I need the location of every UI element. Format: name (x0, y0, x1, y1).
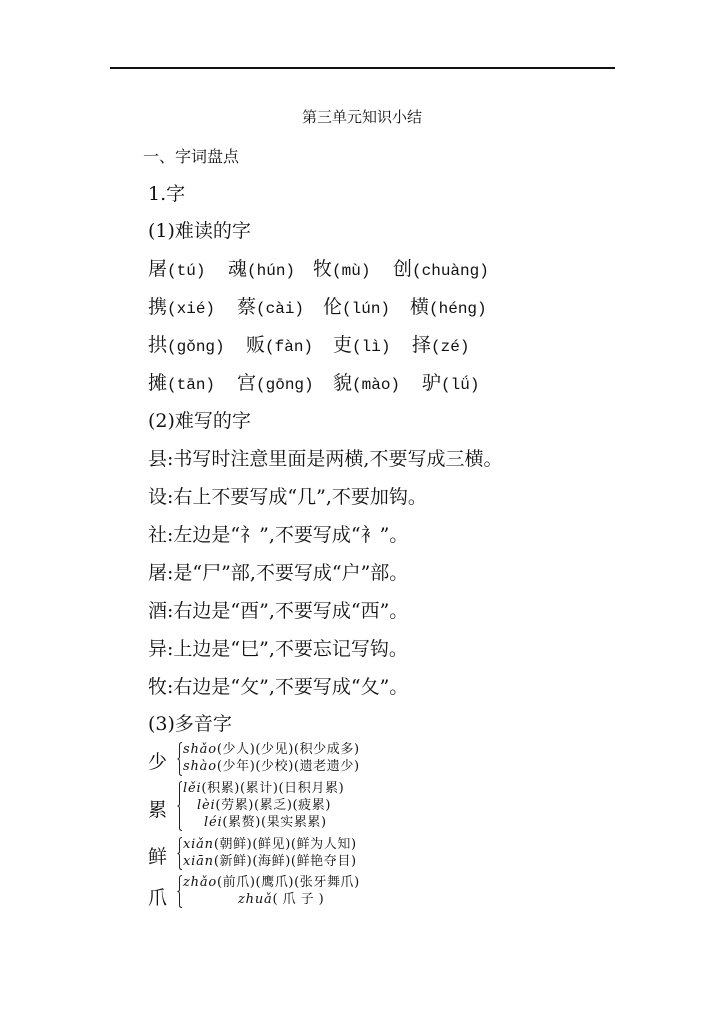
reading-line (183, 875, 360, 891)
hard-to-write-item (148, 523, 408, 547)
pinyin: (mù) (332, 262, 371, 280)
char: 摊 (148, 372, 168, 394)
char-item (393, 257, 489, 283)
reading-words: (累赘)(果实累累) (222, 815, 327, 830)
char: 社 (148, 524, 168, 546)
char-item (313, 257, 370, 283)
char: 横 (410, 296, 430, 318)
pinyin: (cài) (256, 300, 305, 318)
char-item (148, 295, 215, 321)
char: 设 (148, 486, 168, 508)
char: 择 (412, 334, 432, 356)
reading-pinyin: shào (183, 759, 217, 774)
char: 伦 (323, 296, 343, 318)
pinyin: (hún) (247, 262, 296, 280)
pinyin: (chuàng) (412, 262, 489, 280)
reading-line (183, 837, 357, 853)
polyphonic-char: 鲜 (148, 846, 168, 868)
pinyin: (lún) (342, 300, 391, 318)
reading-words: (前爪)(鹰爪)(张牙舞爪) (217, 875, 360, 890)
reading-words: (朝鲜)(鲜见)(鲜为人知) (213, 837, 357, 852)
pinyin: (lì) (352, 338, 391, 356)
char-item (228, 257, 295, 283)
char: 屠 (148, 258, 168, 280)
reading-words: (少年)(少校)(遗老遗少) (216, 759, 360, 774)
reading-line (183, 854, 357, 870)
char-item (148, 333, 225, 359)
char-item (333, 371, 400, 397)
char: 宫 (237, 372, 257, 394)
note: :右边是“攵”,不要写成“夂”。 (167, 676, 409, 698)
char-item (323, 295, 390, 321)
hard-to-write-item (148, 485, 427, 509)
section-heading: 一、字词盘点 (143, 147, 240, 166)
reading-line (204, 815, 327, 831)
char: 拱 (148, 334, 168, 356)
reading-pinyin: xiǎn (183, 837, 214, 852)
char-item (148, 371, 215, 397)
note: :书写时注意里面是两横,不要写成三横。 (167, 448, 503, 470)
char: 携 (148, 296, 168, 318)
char-item (412, 333, 469, 359)
pinyin: (fàn) (265, 338, 314, 356)
char: 牧 (313, 258, 333, 280)
reading-line (197, 798, 331, 814)
reading-words: (劳累)(累乏)(疲累) (215, 798, 332, 813)
char-item (237, 371, 314, 397)
char: 牧 (148, 676, 168, 698)
reading-pinyin: zhuǎ (238, 892, 273, 907)
char: 屠 (148, 562, 168, 584)
reading-pinyin: lèi (197, 798, 216, 813)
pinyin: (zé) (431, 338, 470, 356)
char-item (237, 295, 304, 321)
polyphonic-heading: (3)多音字 (148, 713, 232, 735)
hard-to-write-item (148, 675, 408, 699)
char: 县 (148, 448, 168, 470)
hard-to-write-item (148, 561, 408, 585)
polyphonic-char: 爪 (148, 887, 168, 909)
reading-pinyin: xiān (183, 854, 214, 869)
char: 驴 (422, 372, 442, 394)
char-item (148, 257, 205, 283)
reading-pinyin: zhǎo (183, 875, 217, 890)
pinyin: (tān) (167, 376, 216, 394)
reading-words: (新鲜)(海鲜)(鲜艳夺目) (213, 854, 357, 869)
page-title: 第三单元知识小结 (301, 108, 422, 126)
char: 蔡 (237, 296, 257, 318)
hard-to-write-item (148, 599, 408, 623)
note: :上边是“巳”,不要忘记写钩。 (167, 638, 408, 660)
pinyin: (xié) (167, 300, 216, 318)
note: :左边是“礻”,不要写成“衤”。 (167, 524, 409, 546)
hard-to-write-heading: (2)难写的字 (148, 410, 251, 432)
reading-line (183, 742, 360, 758)
reading-pinyin: léi (204, 815, 223, 830)
hard-to-read-heading: (1)难读的字 (148, 220, 251, 242)
reading-words: (爪子) (272, 892, 329, 907)
reading-line (183, 759, 360, 775)
pinyin: (gǒng) (167, 338, 225, 356)
reading-words: (积累)(累计)(日积月累) (201, 781, 345, 796)
note: :右边是“酉”,不要写成“西”。 (167, 600, 409, 622)
char-item (333, 333, 390, 359)
char-item (246, 333, 313, 359)
polyphonic-char: 累 (148, 799, 168, 821)
hard-to-write-item (148, 447, 502, 471)
char: 魂 (228, 258, 248, 280)
top-rule (110, 67, 615, 69)
pinyin: (héng) (429, 300, 487, 318)
char: 吏 (333, 334, 353, 356)
char: 貌 (333, 372, 353, 394)
subsection-heading: 1.字 (148, 183, 186, 205)
reading-line (238, 892, 329, 908)
pinyin: (mào) (352, 376, 401, 394)
pinyin: (lǘ) (441, 376, 480, 394)
char: 贩 (246, 334, 266, 356)
reading-words: (少人)(少见)(积少成多) (216, 742, 360, 757)
polyphonic-char: 少 (148, 751, 168, 773)
hard-to-write-item (148, 637, 408, 661)
note: :右上不要写成“几”,不要加钩。 (167, 486, 427, 508)
reading-pinyin: lěi (183, 781, 202, 796)
reading-pinyin: shǎo (183, 742, 217, 757)
char: 创 (393, 258, 413, 280)
char: 酒 (148, 600, 168, 622)
note: :是“尸”部,不要写成“户”部。 (167, 562, 409, 584)
char: 异 (148, 638, 168, 660)
char-item (410, 295, 487, 321)
pinyin: (tú) (167, 262, 206, 280)
char-item (422, 371, 479, 397)
pinyin: (gōng) (256, 376, 314, 394)
reading-line (183, 781, 344, 797)
